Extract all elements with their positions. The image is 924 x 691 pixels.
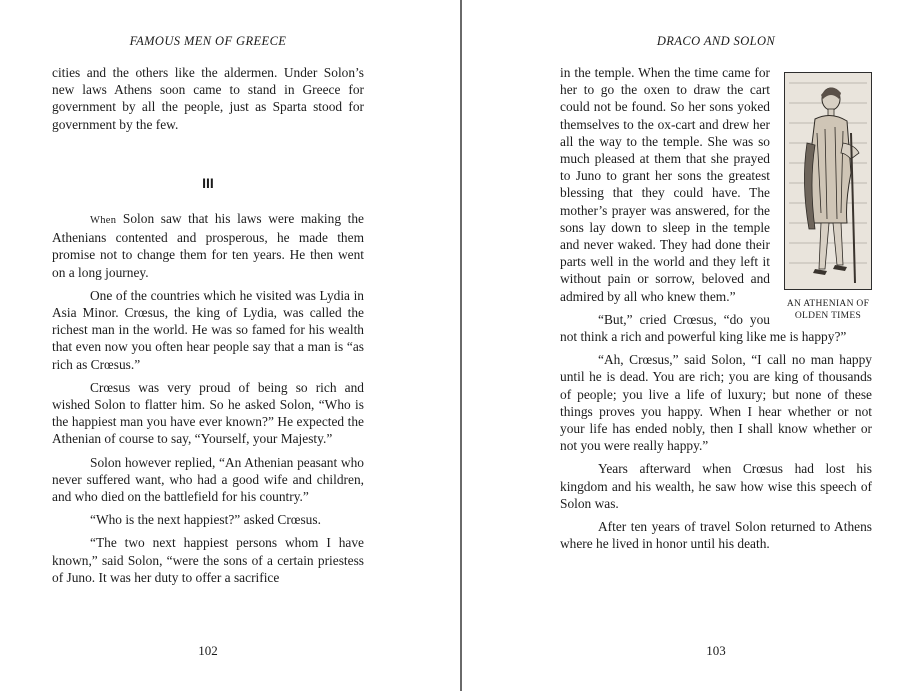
paragraph: After ten years of travel Solon returned to Athens where he lived in honor until his death. bbox=[560, 519, 872, 552]
athenian-figure-drawing bbox=[785, 73, 871, 289]
left-page bbox=[52, 0, 364, 691]
paragraph: Crœsus was very proud of being so rich and wished Solon to flatter him. So he asked Solon, “Who is the happiest man you have ever known?” He expected the Athenian of course to say, “Yourself, your Majesty.” bbox=[52, 379, 364, 447]
chapter-heading: III bbox=[202, 174, 214, 191]
paragraph: in the temple. When the time came for her to go the oxen to draw the cart could not be found. So her sons yoked themselves to the ox-cart and drew her all the way to the temple. She was so much pleased at them that she prayed to Juno to grant her sons the greatest blessing that they could have. The mother’s prayer was answered, for the sons lay down to sleep in the temple and never waked. They had done their parts well in the world and they left it without pain or sorrow, beloved and admired by all who knew them.” bbox=[560, 65, 770, 304]
page-gutter bbox=[460, 0, 462, 691]
right-page bbox=[560, 0, 872, 691]
drop-word: When bbox=[90, 215, 117, 227]
paragraph: cities and the others like the aldermen. Under Solon’s new laws Athens soon came to stand in Greece for government by all the people, just as Sparta stood for government by the few. bbox=[52, 65, 364, 132]
paragraph: Solon however replied, “An Athenian peasant who never suffered want, who had a good wife and children, and who died on the battlefield for his country.” bbox=[52, 454, 364, 505]
figure-caption: AN ATHENIAN OF OLDEN TIMES bbox=[786, 299, 870, 321]
illustration-frame bbox=[784, 72, 872, 290]
paragraph: “The two next happiest persons whom I have known,” said Solon, “were the sons of a certain priestess of Juno. It was her duty to offer a sacrifice bbox=[52, 535, 364, 585]
running-header: DRACO AND SOLON bbox=[656, 34, 776, 48]
paragraph: Years afterward when Crœsus had lost his kingdom and his wealth, he saw how wise this speech of Solon was. bbox=[560, 461, 872, 511]
page-number: 103 bbox=[706, 643, 726, 658]
paragraph: “But,” cried Crœsus, “do you not think a rich and powerful king like me is happy?” bbox=[560, 311, 847, 345]
paragraph bbox=[52, 210, 364, 281]
paragraph: One of the countries which he visited was Lydia in Asia Minor. Crœsus, the king of Lydia, was called the richest man in the world. He was so famed for his wealth that even now you often hear people say that a man is “as rich as Crœsus.” bbox=[52, 287, 364, 372]
page-body bbox=[52, 64, 364, 592]
paragraph: “Who is the next happiest?” asked Crœsus. bbox=[90, 512, 321, 528]
illustration bbox=[784, 64, 872, 322]
page-body bbox=[560, 64, 872, 558]
page-number: 102 bbox=[198, 643, 218, 658]
paragraph-text: Solon saw that his laws were making the Athenians contented and prosperous, he made them promise not to change them for ten years. He then went on a long journey. bbox=[52, 211, 364, 280]
paragraph: “Ah, Crœsus,” said Solon, “I call no man happy until he is dead. You are rich; you are king of thousands of people; you live a life of luxury; but none of these things proves you happy. When I hear whether or not your life has ended nobly, then I shall know whether or not you were really happy.” bbox=[560, 352, 872, 454]
running-header: FAMOUS MEN OF GREECE bbox=[129, 34, 287, 48]
